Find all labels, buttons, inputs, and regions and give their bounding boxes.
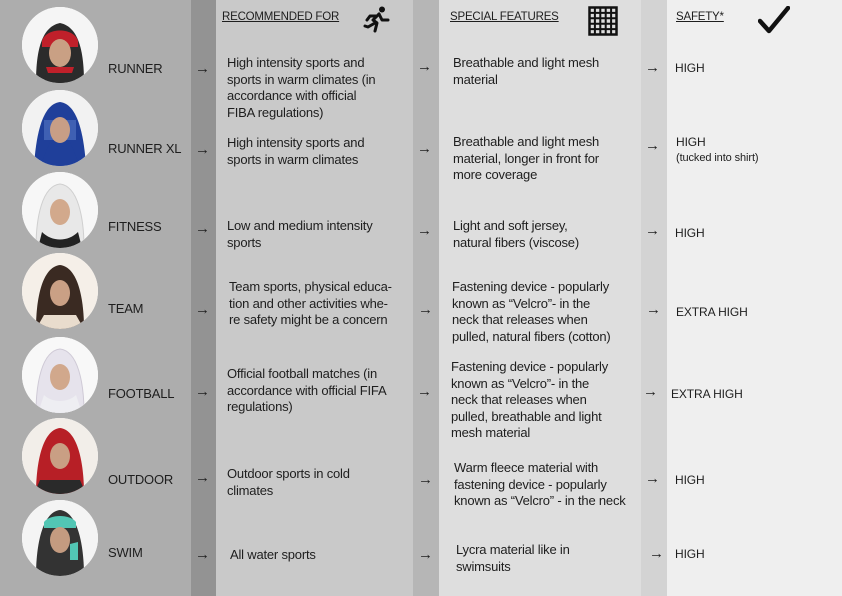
hijab-name: RUNNER	[108, 61, 163, 76]
safety-level: EXTRA HIGH	[676, 305, 748, 319]
avatar-football	[22, 337, 98, 413]
right-arrow-icon: →	[417, 222, 432, 239]
features-text: Fastening device - popularly known as “Velcro”- in the neck that releases when pulled, natural fibers (cotton)	[452, 279, 611, 344]
recommended-text: Official football matches (in accordance with official FIFA regulations)	[227, 366, 387, 414]
right-arrow-icon: →	[645, 470, 660, 487]
arrow-column-1	[191, 0, 216, 596]
grid-mesh-icon	[588, 6, 618, 41]
right-arrow-icon: →	[649, 545, 664, 562]
hijab-name: OUTDOOR	[108, 472, 174, 487]
hijab-name: FITNESS	[108, 219, 162, 234]
right-arrow-icon: →	[645, 137, 660, 154]
hijab-name: FOOTBALL	[108, 386, 175, 401]
safety-column	[667, 0, 842, 596]
safety-level: EXTRA HIGH	[671, 387, 743, 401]
features-text: Fastening device - popularly known as “Velcro”- in the neck that releases when pulled, breathable and light mesh material	[451, 359, 608, 440]
avatar-fitness	[22, 172, 98, 248]
hijab-name: RUNNER XL	[108, 141, 182, 156]
header-features: SPECIAL FEATURES	[450, 11, 559, 23]
right-arrow-icon: →	[195, 469, 210, 486]
recommended-text: All water sports	[230, 547, 316, 562]
right-arrow-icon: →	[195, 546, 210, 563]
right-arrow-icon: →	[645, 222, 660, 239]
features-text: Light and soft jersey, natural fibers (viscose)	[453, 218, 579, 250]
safety-note: (tucked into shirt)	[676, 152, 759, 164]
right-arrow-icon: →	[195, 301, 210, 318]
features-text: Lycra material like in swimsuits	[456, 542, 570, 574]
right-arrow-icon: →	[195, 383, 210, 400]
avatar-runner	[22, 7, 98, 83]
safety-level: HIGH	[675, 547, 705, 561]
header-recommended: RECOMMENDED FOR	[222, 11, 340, 23]
features-text: Breathable and light mesh material	[453, 55, 600, 87]
right-arrow-icon: →	[417, 140, 432, 157]
right-arrow-icon: →	[195, 141, 210, 158]
right-arrow-icon: →	[645, 59, 660, 76]
avatar-runner-xl	[22, 90, 98, 166]
safety-level: HIGH	[675, 473, 705, 487]
recommended-text: Outdoor sports in cold climates	[227, 466, 350, 498]
safety-level: HIGH (tucked into shirt)	[676, 135, 759, 164]
right-arrow-icon: →	[646, 301, 661, 318]
avatar-swim	[22, 500, 98, 576]
checkmark-icon	[758, 6, 790, 39]
hijab-name: SWIM	[108, 545, 143, 560]
right-arrow-icon: →	[195, 220, 210, 237]
right-arrow-icon: →	[418, 546, 433, 563]
right-arrow-icon: →	[643, 383, 658, 400]
right-arrow-icon: →	[195, 60, 210, 77]
arrow-column-2	[413, 0, 439, 596]
hijab-name: TEAM	[108, 301, 144, 316]
safety-level: HIGH	[675, 61, 705, 75]
runner-icon	[362, 5, 392, 40]
right-arrow-icon: →	[418, 301, 433, 318]
avatar-team	[22, 253, 98, 329]
recommended-text: Low and medium intensity sports	[227, 218, 373, 250]
recommended-text: Team sports, physical educa- tion and other activities whe- re safety might be a concern	[229, 279, 392, 327]
features-text: Warm fleece material with fastening device - popularly known as “Velcro” - in the neck	[454, 460, 626, 508]
avatar-outdoor	[22, 418, 98, 494]
right-arrow-icon: →	[417, 58, 432, 75]
header-safety: SAFETY*	[676, 11, 724, 23]
safety-level: HIGH	[675, 226, 705, 240]
features-text: Breathable and light mesh material, longer in front for more coverage	[453, 134, 600, 182]
recommended-text: High intensity sports and sports in warm climates	[227, 135, 365, 167]
arrow-column-3	[641, 0, 667, 596]
right-arrow-icon: →	[417, 383, 432, 400]
recommended-text: High intensity sports and sports in warm climates (in accordance with official FIBA regulations)	[227, 55, 376, 120]
right-arrow-icon: →	[418, 471, 433, 488]
